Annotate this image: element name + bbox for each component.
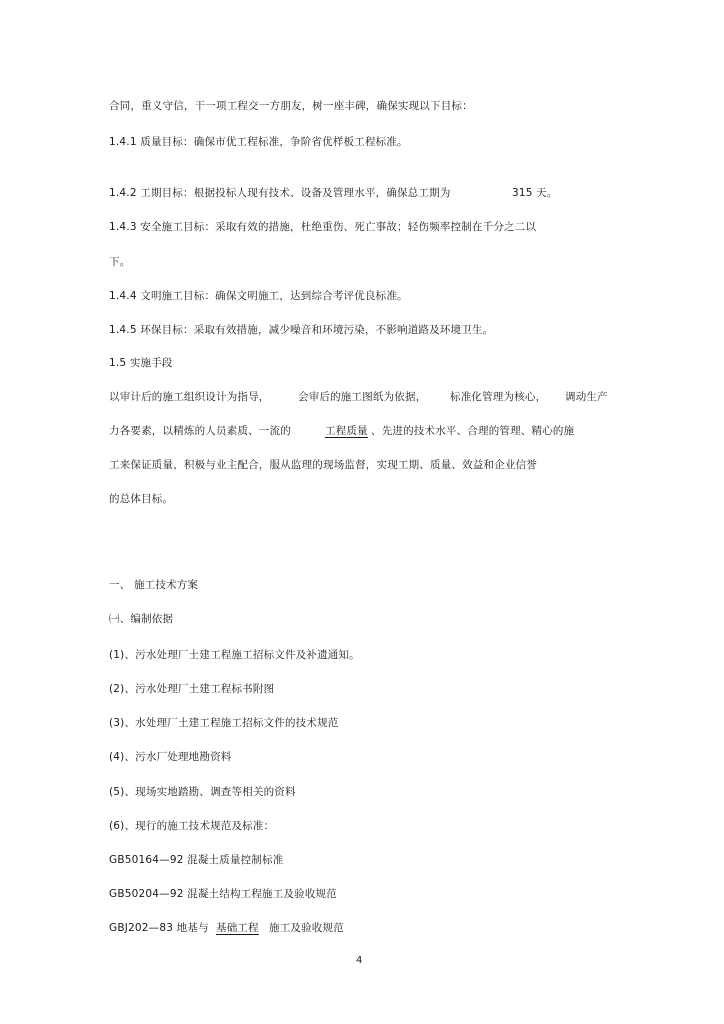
text-segment: 标准化管理为核心， xyxy=(450,391,547,403)
text-segment: 会审后的施工图纸为依据， xyxy=(298,391,427,403)
list-item: (5)、现场实地踏勘、调查等相关的资料 xyxy=(109,786,296,798)
text-line: 下。 xyxy=(109,256,131,268)
text-segment: 力各要素，以精炼的人员素质、一流的 xyxy=(109,425,291,437)
env-target-line: 1.4.5 环保目标：采取有效措施，减少噪音和环境污染，不影响道路及环境卫生。 xyxy=(109,324,494,336)
civilized-target-line: 1.4.4 文明施工目标：确保文明施工，达到综合考评优良标准。 xyxy=(109,290,408,302)
schedule-target-text: 1.4.2 工期目标：根据投标人现有技术、设备及管理水平，确保总工期为 xyxy=(109,187,451,199)
paragraph-line xyxy=(109,390,614,404)
section-heading: 1.5 实施手段 xyxy=(109,357,173,369)
foundation-engineering-link[interactable]: 基础工程 xyxy=(216,922,259,934)
text-segment: 、先进的技术水平、合理的管理、精心的施 xyxy=(371,425,575,437)
schedule-target-line xyxy=(109,186,609,200)
text-segment: GBJ202—83 地基与 xyxy=(109,922,209,934)
list-item: (3)、水处理厂土建工程施工招标文件的技术规范 xyxy=(109,717,339,729)
chapter-heading: 一、 施工技术方案 xyxy=(109,579,199,591)
engineering-quality-link[interactable]: 工程质量 xyxy=(325,425,368,437)
schedule-days: 315 天。 xyxy=(512,187,558,199)
paragraph-line xyxy=(109,424,614,438)
list-item: (6)、现行的施工技术规范及标准： xyxy=(109,820,275,832)
paragraph-line: 工来保证质量，积极与业主配合，服从监理的现场监督，实现工期、质量、效益和企业信誉 xyxy=(109,459,537,471)
list-item: (4)、污水厂处理地勘资料 xyxy=(109,751,232,763)
text-segment: 以审计后的施工组织设计为指导， xyxy=(109,391,270,403)
paragraph-line: 的总体目标。 xyxy=(109,493,174,505)
text-segment: 调动生产 xyxy=(565,391,608,403)
subsection-heading: ㈠、编制依据 xyxy=(109,613,174,625)
text-line: 合同，重义守信，干一项工程交一方朋友，树一座丰碑，确保实现以下目标： xyxy=(109,100,473,112)
page-number: 4 xyxy=(356,955,363,966)
standard-item xyxy=(109,921,409,935)
list-item: (2)、污水处理厂土建工程标书附图 xyxy=(109,683,275,695)
quality-target-line: 1.4.1 质量目标：确保市优工程标准，争阶省优样板工程标准。 xyxy=(109,136,408,148)
safety-target-line: 1.4.3 安全施工目标：采取有效的措施，杜绝重伤、死亡事故；轻伤频率控制在千分之二以 xyxy=(109,221,537,233)
standard-item: GB50164—92 混凝土质量控制标准 xyxy=(109,854,284,866)
text-segment: 施工及验收规范 xyxy=(269,922,344,934)
list-item: (1)、污水处理厂土建工程施工招标文件及补遗通知。 xyxy=(109,649,360,661)
standard-item: GB50204—92 混凝土结构工程施工及验收规范 xyxy=(109,888,337,900)
